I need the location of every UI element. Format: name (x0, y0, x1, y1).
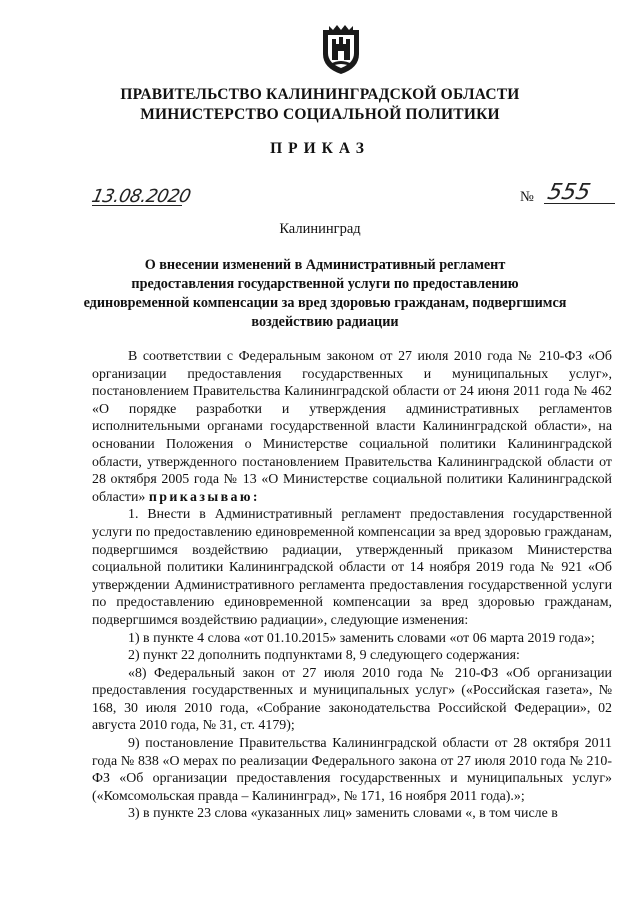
order-word: приказываю: (148, 489, 260, 505)
organization-line-1: ПРАВИТЕЛЬСТВО КАЛИНИНГРАДСКОЙ ОБЛАСТИ (120, 86, 520, 103)
body-paragraph: 3) в пункте 23 слова «указанных лиц» заменить словами «, в том числе в (128, 806, 558, 822)
subject-line: единовременной компенсации за вред здоровью гражданам, подвергшимся (83, 295, 567, 311)
number-sign: № (520, 189, 534, 205)
document-type-title: ПРИКАЗ (270, 140, 370, 157)
subject-line: О внесении изменений в Административный регламент (144, 257, 506, 273)
organization-line-2: МИНИСТЕРСТВО СОЦИАЛЬНОЙ ПОЛИТИКИ (140, 106, 500, 123)
number-underline (544, 203, 615, 204)
order-number: 555 (545, 180, 593, 205)
order-date-field (89, 186, 193, 208)
preamble-paragraph (92, 348, 612, 506)
order-number-field (520, 180, 615, 208)
subject-line: воздействию радиации (251, 314, 399, 330)
order-date: 13.08.2020 (89, 186, 193, 207)
body-paragraph: 1. Внести в Административный регламент предоставления государственной услуги по предоставлению единовременной компенсации за вред здоровью гражданам, подвергшимся воздействию радиации, утвержденный приказом Министерства социальной политики Калининградской области от 14 ноября 2019 года № 921 «Об утверждении Административного регламента предоставления государственной услуги по предоставлению единовременной компенсации за вред здоровью гражданам, подвергшимся воздействию радиации», следующие изменения: (92, 507, 612, 628)
document-body (92, 348, 612, 823)
subject-line: предоставления государственной услуги по предоставлению (131, 276, 519, 292)
coat-of-arms-emblem (319, 24, 363, 76)
order-subject (80, 256, 570, 332)
body-paragraph: 1) в пункте 4 слова «от 01.10.2015» заменить словами «от 06 марта 2019 года»; (128, 630, 595, 646)
body-paragraph: 2) пункт 22 дополнить подпунктами 8, 9 следующего содержания: (128, 648, 520, 664)
body-paragraph: «8) Федеральный закон от 27 июля 2010 года № 210-ФЗ «Об организации предоставления государственных и муниципальных услуг» («Российская газета», № 168, 30 июля 2010 года, «Собрание законодательства Российской Федерации», 02 августа 2010 года, № 31, ст. 4179); (92, 665, 612, 734)
city-name: Калининград (279, 221, 361, 237)
preamble-text: В соответствии с Федеральным законом от 27 июля 2010 года № 210-ФЗ «Об организации предоставления государственных и муниципальных услуг», постановлением Правительства Калининградской области от 24 июня 2011 года № 462 «О порядке разработки и утверждения административных регламентов исполнительными органами государственной власти Калининградской области», на основании Положения о Министерстве социальной политики Калининградской области, утвержденного постановлением Правительства Калининградской области от 28 октября 2005 года № 13 «О Министерстве социальной политики Калининградской области» (92, 349, 612, 505)
date-underline (92, 205, 182, 206)
body-paragraph: 9) постановление Правительства Калининградской области от 28 октября 2011 года № 838 «О мерах по реализации Федерального закона от 27 июля 2010 года № 210-ФЗ «Об организации предоставления государственных и муниципальных услуг» («Комсомольская правда – Калининград», № 171, 16 ноября 2011 года).»; (92, 736, 612, 804)
